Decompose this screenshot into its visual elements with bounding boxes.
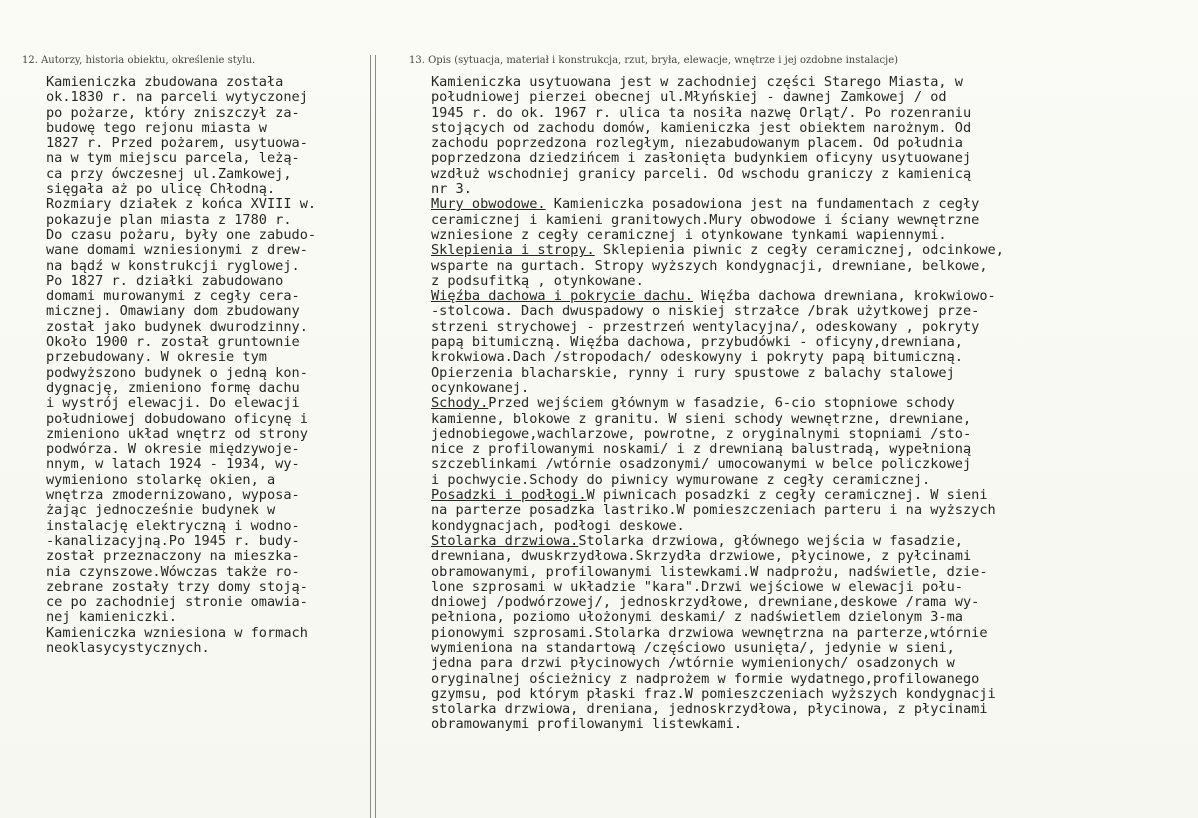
history-text-line: przebudowany. W okresie tym <box>46 349 267 366</box>
history-text-line: dygnację, zmieniono formę dachu <box>46 379 300 396</box>
line-text: lone szprosami w układzie "kara".Drzwi wejściowe w elewacji połu- <box>431 578 963 595</box>
description-text-line <box>431 335 1191 350</box>
description-text-line <box>431 580 1191 595</box>
history-text-line: wane domami wzniesionymi z drew- <box>46 242 308 259</box>
line-text: Kamieniczka usytuowana jest w zachodniej części Starego Miasta, w <box>431 74 963 90</box>
history-text-line: Po 1827 r. działki zabudowano <box>46 272 284 289</box>
description-text-line <box>431 167 1191 182</box>
history-text-line: instalację elektryczną i wodno- <box>46 517 300 534</box>
history-text-line: i wystrój elewacji. Do elewacji <box>46 395 300 412</box>
line-text: Sklepienia piwnic z cegły ceramicznej, odcinkowe, <box>594 242 1004 259</box>
line-text: -stolcowa. Dach dwuspadowy o niskiej strzałce /brak użytkowej prze- <box>431 303 980 320</box>
line-text: na parterze posadzka lastriko.W pomieszczeniach parteru i na wyższych <box>431 502 996 519</box>
section-heading: Mury obwodowe. <box>431 196 546 213</box>
history-text-line: ca przy ówczesnej ul.Zamkowej, <box>46 165 292 182</box>
history-text-line: -kanalizacyjną.Po 1945 r. budy- <box>46 532 300 549</box>
description-text-line <box>431 610 1191 625</box>
line-text: 1945 r. do ok. 1967 r. ulica ta nosiła nazwę Orląt/. Po rozenraniu <box>431 104 972 121</box>
history-text-line: budowę tego rejonu miasta w <box>46 119 267 136</box>
line-text: wsparte na gurtach. Stropy wyższych kondygnacji, drewniane, belkowe, <box>431 257 988 274</box>
line-text: W piwnicach posadzki z cegły ceramicznej. W sieni <box>586 487 988 504</box>
line-text: zachodu poprzedzona rozległym, niezabudowanym placem. Od południa <box>431 135 963 152</box>
history-text-line: ce po zachodniej stronie omawia- <box>46 594 308 611</box>
description-text-line <box>431 90 1191 105</box>
description-text-line <box>431 717 1191 732</box>
history-text-line: Do czasu pożaru, były one zabudo- <box>46 226 317 243</box>
history-text-line: na bądź w konstrukcji ryglowej. <box>46 257 300 274</box>
line-text: pełniona, poziomo ułożonymi deskami/ z nadświetlem dzielonym 3-ma <box>431 609 963 626</box>
history-text-column <box>46 75 366 656</box>
description-text-line <box>431 595 1191 610</box>
history-text-line: nnym, w latach 1924 - 1934, wy- <box>46 456 300 473</box>
description-text-line <box>431 687 1191 702</box>
line-text: stojących od zachodu domów, kamieniczka jest obiektem narożnym. Od <box>431 119 972 136</box>
history-text-line: zmieniono układ wnętrz od strony <box>46 425 308 442</box>
history-text-line: sięgała aż po ulicę Chłodną. <box>46 181 276 198</box>
history-text-line: micznej. Omawiany dom zbudowany <box>46 303 300 320</box>
line-text: kamienne, blokowe z granitu. W sieni schody wewnętrzne, drewniane, <box>431 410 972 427</box>
description-text-line <box>431 442 1191 457</box>
history-text-line: pokazuje plan miasta z 1780 r. <box>46 211 292 228</box>
history-text-line: Około 1900 r. został gruntownie <box>46 334 300 351</box>
column-divider-left <box>370 55 371 818</box>
description-text-line <box>431 427 1191 442</box>
section-heading: Stolarka drzwiowa. <box>431 532 579 549</box>
description-text-line <box>431 106 1191 121</box>
description-text-line <box>431 243 1191 258</box>
line-text: krokwiowa.Dach /stropodach/ odeskowyny i pokryty papą bitumiczną. <box>431 349 963 366</box>
description-text-line <box>431 473 1191 488</box>
description-text-line <box>431 565 1191 580</box>
line-text: ocynkowanej. <box>431 379 530 396</box>
line-text: obramowanymi, profilowanymi listewkami.W nadprożu, nadświetle, dzie- <box>431 563 988 580</box>
description-text-line <box>431 228 1191 243</box>
line-text: nr 3. <box>431 181 472 198</box>
history-text-line: nej kamieniczki. <box>46 609 177 626</box>
history-text-line: ok.1830 r. na parceli wytyczonej <box>46 89 308 106</box>
description-text-line <box>431 412 1191 427</box>
history-text-line: domami murowanymi z cegły cera- <box>46 288 300 305</box>
description-text-column <box>431 75 1191 733</box>
line-text: Stolarka drzwiowa, głównego wejścia w fasadzie, <box>578 532 963 549</box>
history-text-line: Rozmiary działek z końca XVIII w. <box>46 196 317 213</box>
line-text: Przed wejściem głównym w fasadzie, 6-cio stopniowe schody <box>488 395 955 412</box>
description-text-line <box>431 259 1191 274</box>
line-text: gzymsu, pod którym płaski fraz.W pomieszczeniach wyższych kondygnacji <box>431 685 996 702</box>
description-text-line <box>431 503 1191 518</box>
description-text-line <box>431 381 1191 396</box>
history-text-line: wymieniono stolarkę okien, a <box>46 471 276 488</box>
section-heading: Posadzki i podłogi. <box>431 487 587 504</box>
line-text: wzdłuż wschodniej granicy parceli. Od wschodu graniczy z kamienicą <box>431 165 972 182</box>
description-text-line <box>431 702 1191 717</box>
section-heading: Schody. <box>431 395 489 412</box>
description-text-line <box>431 289 1191 304</box>
line-text: stolarka drzwiowa, dreniana, jednoskrzydłowa, płycinowa, z płycinami <box>431 701 988 718</box>
description-text-line <box>431 519 1191 534</box>
description-text-line <box>431 641 1191 656</box>
line-text: szczeblinkami /wtórnie osadzonymi/ umocowanymi w belce policzkowej <box>431 456 972 473</box>
line-text: nice z profilowanymi noskami/ i z drewnianą balustradą, wypełnioną <box>431 441 972 458</box>
history-text-line: południowej dobudowano oficynę i <box>46 410 308 427</box>
description-text-line <box>431 672 1191 687</box>
line-text: Kamieniczka posadowiona jest na fundamentach z cegły <box>545 196 980 213</box>
line-text: jednobiegowe,wachlarzowe, powrotne, z oryginalnymi stopniami /sto- <box>431 425 972 442</box>
line-text: poprzedzona dziedzińcem i zasłonięta budynkiem oficyny usytuowanej <box>431 150 972 167</box>
history-text-line: podwyższono budynek o jedną kon- <box>46 364 308 381</box>
line-text: Więźba dachowa drewniana, krokwiowo- <box>692 288 996 305</box>
description-text-line <box>431 626 1191 641</box>
history-text-line: neoklasycystycznych. <box>46 639 210 656</box>
section-13-header: 13. Opis (sytuacja, materiał i konstrukcja, rzut, bryła, elewacje, wnętrze i jej ozdobne instalacje) <box>409 55 899 66</box>
description-text-line <box>431 350 1191 365</box>
description-text-line <box>431 136 1191 151</box>
line-text: obramowanymi profilowanymi listewkami. <box>431 716 742 733</box>
line-text: jedna para drzwi płycinowych /wtórnie wymienionych/ osadzonych w <box>431 655 955 672</box>
description-text-line <box>431 396 1191 411</box>
line-text: z podsufitką , otynkowane. <box>431 272 644 289</box>
line-text: drewniana, dwuskrzydłowa.Skrzydła drzwiowe, płycinowe, z pyłcinami <box>431 548 972 565</box>
history-text-line: podwórza. W okresie międzywoje- <box>46 441 300 458</box>
description-text-line <box>431 457 1191 472</box>
history-text-line: Kamieniczka zbudowana została <box>46 74 284 90</box>
history-text-line: nia czynszowe.Wówczas także ro- <box>46 563 300 580</box>
description-text-line <box>431 534 1191 549</box>
history-text-line: żając jednocześnie budynek w <box>46 502 276 519</box>
line-text: pionowymi szprosami.Stolarka drzwiowa wewnętrzna na parterze,wtórnie <box>431 624 988 641</box>
description-text-line <box>431 213 1191 228</box>
line-text: południowej pierzei obecnej ul.Młyńskiej - dawnej Zamkowej / od <box>431 89 947 106</box>
history-text-line: na w tym miejscu parcela, leżą- <box>46 150 300 167</box>
description-text-line <box>431 121 1191 136</box>
line-text: papą bitumiczną. Więźba dachowa, przybudówki - oficyny,drewniana, <box>431 334 963 351</box>
history-text-line: został jako budynek dwurodzinny. <box>46 318 308 335</box>
line-text: ceramicznej i kamieni granitowych.Mury obwodowe i ściany wewnętrzne <box>431 211 980 228</box>
line-text: kondygnacjach, podłogi deskowe. <box>431 517 685 534</box>
history-text-line: zebrane zostały trzy domy stoją- <box>46 578 308 595</box>
line-text: wymieniona na standartową /częściowo usunięta/, jedynie w sieni, <box>431 639 955 656</box>
line-text: wzniesione z cegły ceramicznej i otynkowane tynkami wapiennymi. <box>431 226 947 243</box>
line-text: i pochwycie.Schody do piwnicy wymurowane z cegły ceramicznej. <box>431 471 931 488</box>
description-text-line <box>431 274 1191 289</box>
description-text-line <box>431 656 1191 671</box>
line-text: oryginalnej ościeżnicy z nadprożem w formie wydatnego,profilowanego <box>431 670 980 687</box>
line-text: dniowej /podwórzowej/, jednoskrzydłowe, drewniane,deskowe /rama wy- <box>431 594 980 611</box>
description-text-line <box>431 304 1191 319</box>
history-text-line: po pożarze, który zniszczył za- <box>46 104 300 121</box>
line-text: Opierzenia blacharskie, rynny i rury spustowe z balachy stalowej <box>431 364 955 381</box>
description-text-line <box>431 488 1191 503</box>
description-text-line <box>431 320 1191 335</box>
history-text-line: Kamieniczka wzniesiona w formach <box>46 624 308 641</box>
description-text-line <box>431 197 1191 212</box>
history-text-line: został przeznaczony na mieszka- <box>46 548 300 565</box>
history-text-line: wnętrza zmodernizowano, wyposa- <box>46 487 300 504</box>
section-heading: Sklepienia i stropy. <box>431 242 595 259</box>
history-text-line: 1827 r. Przed pożarem, usytuowa- <box>46 135 308 152</box>
description-text-line <box>431 549 1191 564</box>
description-text-line <box>431 151 1191 166</box>
description-text-line <box>431 75 1191 90</box>
column-divider-right <box>375 55 376 818</box>
description-text-line <box>431 366 1191 381</box>
line-text: strzeni strychowej - przestrzeń wentylacyjna/, odeskowany , pokryty <box>431 318 980 335</box>
section-12-header: 12. Autorzy, historia obiektu, określenie stylu. <box>22 55 256 66</box>
section-heading: Więźba dachowa i pokrycie dachu. <box>431 288 693 305</box>
description-text-line <box>431 182 1191 197</box>
